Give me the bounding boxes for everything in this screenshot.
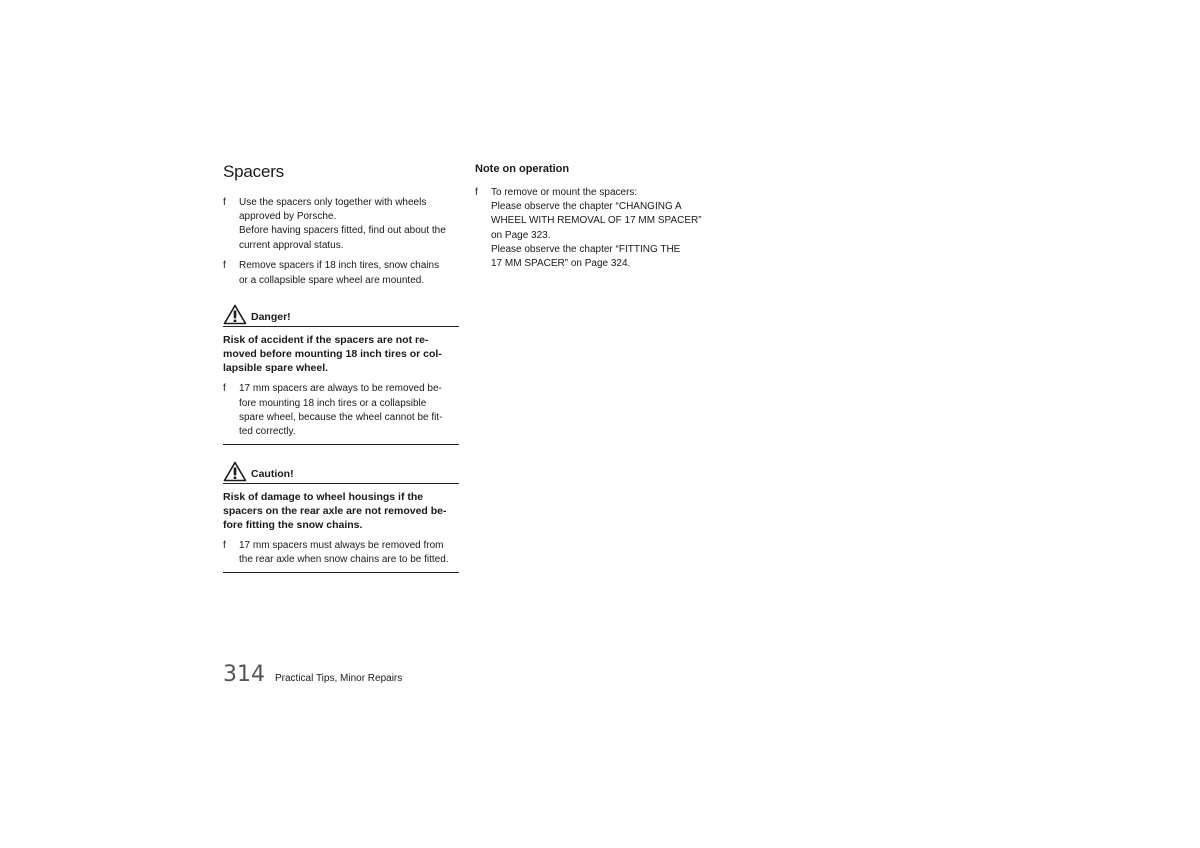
text-line: lapsible spare wheel.	[223, 362, 329, 375]
list-item	[223, 539, 459, 567]
warning-triangle-icon	[223, 304, 247, 325]
text-line: To remove or mount the spacers:	[491, 187, 638, 198]
text-line: Please observe the chapter “CHANGING A	[491, 201, 682, 213]
bullet-mark: f	[223, 540, 226, 552]
bullet-mark: f	[475, 187, 478, 198]
text-line: fore fitting the snow chains.	[223, 519, 363, 532]
text-line: Please observe the chapter “FITTING THE	[491, 243, 681, 255]
caution-label: Caution!	[251, 467, 294, 480]
bullet-mark: f	[223, 197, 226, 208]
text-line: 17 mm spacers are always to be removed be-	[239, 383, 442, 395]
caution-text	[223, 490, 459, 533]
note-heading: Note on operation	[475, 163, 570, 175]
list-item	[223, 259, 459, 287]
text-line: ted correctly.	[239, 425, 296, 437]
section-title: Spacers	[223, 162, 284, 181]
text-line: Risk of accident if the spacers are not re-	[223, 333, 429, 346]
text-line: current approval status.	[239, 239, 344, 251]
danger-text	[223, 333, 459, 376]
bullet-mark: f	[223, 383, 226, 395]
text-line: approved by Porsche.	[239, 211, 337, 223]
left-column	[223, 160, 459, 573]
text-line: the rear axle when snow chains are to be fitted.	[239, 554, 449, 566]
list-item	[475, 186, 715, 271]
text-line: 17 mm spacers must always be removed from	[239, 540, 444, 552]
page-footer	[223, 662, 402, 687]
text-line: fore mounting 18 inch tires or a collapsible	[239, 397, 427, 409]
text-line: on Page 323.	[491, 229, 551, 241]
text-line: 17 MM SPACER” on Page 324.	[491, 258, 631, 270]
text-line: or a collapsible spare wheel are mounted.	[239, 274, 425, 286]
chapter-name: Practical Tips, Minor Repairs	[275, 673, 403, 684]
right-column	[475, 160, 715, 278]
divider	[223, 572, 459, 573]
text-line: spacers on the rear axle are not removed be-	[223, 504, 447, 517]
danger-header	[223, 303, 459, 327]
danger-label: Danger!	[251, 310, 291, 323]
bullet-mark: f	[223, 260, 226, 272]
text-line: WHEEL WITH REMOVAL OF 17 MM SPACER”	[491, 215, 702, 227]
text-line: Remove spacers if 18 inch tires, snow chains	[239, 260, 440, 272]
text-line: moved before mounting 18 inch tires or col-	[223, 347, 442, 360]
list-item	[223, 196, 459, 253]
text-line: Risk of damage to wheel housings if the	[223, 490, 424, 503]
warning-triangle-icon	[223, 461, 247, 482]
text-line: Before having spacers fitted, find out about the	[239, 225, 446, 237]
text-line: spare wheel, because the wheel cannot be fit-	[239, 411, 443, 423]
page-number: 314	[223, 662, 265, 687]
list-item	[223, 382, 459, 439]
divider	[223, 444, 459, 445]
text-line: Use the spacers only together with wheels	[239, 197, 427, 208]
caution-header	[223, 460, 459, 484]
